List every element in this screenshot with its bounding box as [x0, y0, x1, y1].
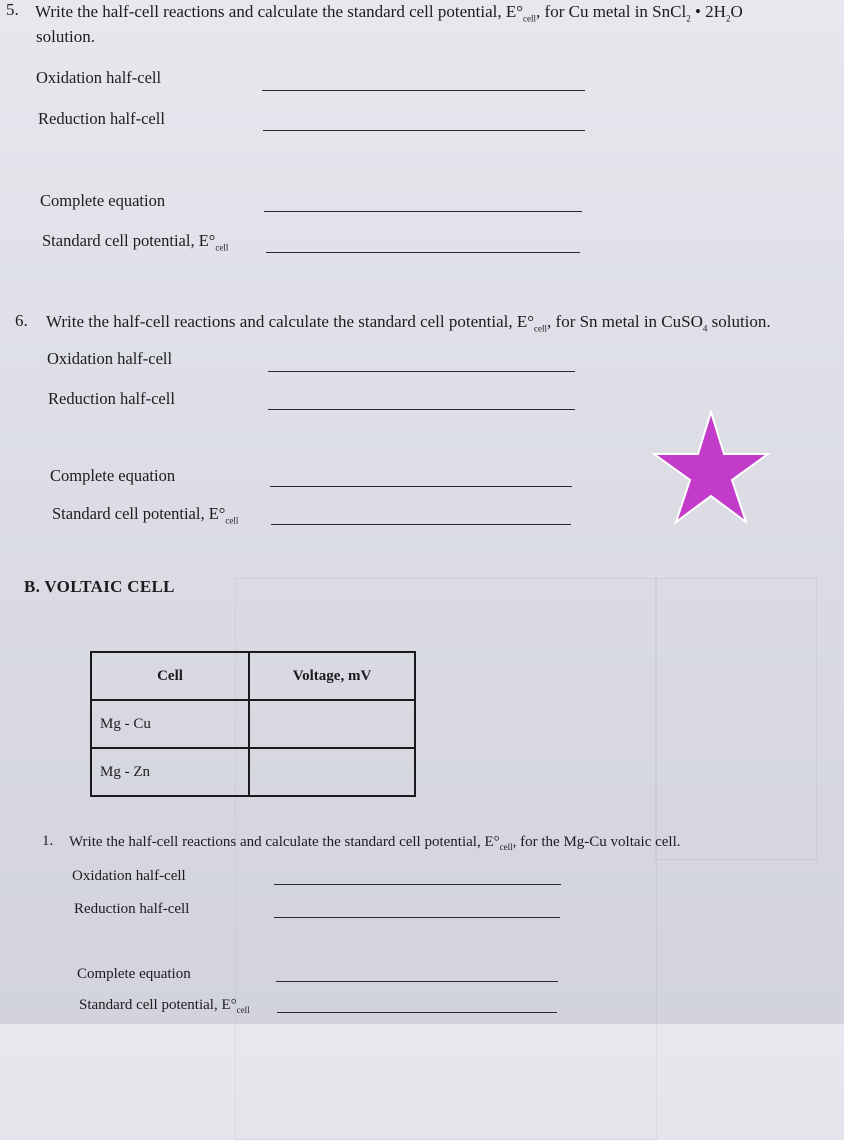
q5-number: 5.	[6, 0, 19, 19]
q6-reduction-answer-line[interactable]	[268, 409, 575, 410]
q1-number: 1.	[42, 833, 54, 849]
table-cell-name: Mg - Cu	[91, 700, 249, 748]
q6-oxidation-answer-line[interactable]	[268, 371, 575, 372]
star-icon	[652, 410, 770, 524]
table-cell-voltage[interactable]	[249, 748, 415, 796]
table-row	[91, 748, 415, 796]
q1-oxidation-answer-line[interactable]	[274, 884, 561, 885]
q5-prompt-line2: solution.	[36, 27, 96, 46]
q6-number: 6.	[15, 311, 28, 330]
q1-complete-answer-line[interactable]	[276, 981, 558, 982]
q6-oxidation-label: Oxidation half-cell	[47, 349, 173, 368]
q6-complete-answer-line[interactable]	[270, 486, 572, 487]
q5-oxidation-answer-line[interactable]	[262, 90, 585, 91]
q1-standard-label: Standard cell potential, $E^\circ_{cell}$	[79, 997, 250, 1015]
q5-standard-label: Standard cell potential, $E^\circ_{cell}$	[42, 231, 229, 253]
q5-reduction-label: Reduction half-cell	[38, 109, 165, 128]
table-cell-name: Mg - Zn	[91, 748, 249, 796]
q6-prompt: Write the half-cell reactions and calculate the standard cell potential, $E^\circ_{cell}$, for Sn metal in CuSO$_4$ solution.	[46, 312, 771, 334]
q6-standard-label: Standard cell potential, $E^\circ_{cell}$	[52, 504, 239, 526]
bleed-through-grid	[655, 578, 817, 860]
q1-prompt: Write the half-cell reactions and calculate the standard cell potential, $E^\circ_{cell}$, for the Mg-Cu voltaic cell.	[69, 834, 681, 852]
q5-complete-label: Complete equation	[40, 191, 166, 210]
q1-oxidation-label: Oxidation half-cell	[72, 868, 186, 884]
voltaic-cell-table	[90, 651, 416, 797]
q1-reduction-label: Reduction half-cell	[74, 901, 190, 917]
q5-standard-answer-line[interactable]	[266, 252, 580, 253]
q5-prompt: Write the half-cell reactions and calculate the standard cell potential, $E^\circ_{cell}$, for Cu metal in SnCl$_2$ • $2H_2O$	[35, 2, 743, 24]
q5-oxidation-label: Oxidation half-cell	[36, 68, 162, 87]
q1-standard-answer-line[interactable]	[277, 1012, 557, 1013]
q1-reduction-answer-line[interactable]	[274, 917, 560, 918]
table-row	[91, 700, 415, 748]
table-header-row	[91, 652, 415, 700]
q6-reduction-label: Reduction half-cell	[48, 389, 175, 408]
q6-complete-label: Complete equation	[50, 466, 176, 485]
q5-reduction-answer-line[interactable]	[263, 130, 585, 131]
q1-complete-label: Complete equation	[77, 966, 191, 982]
table-header-cell: Cell	[91, 652, 249, 700]
table-header-voltage: Voltage, mV	[249, 652, 415, 700]
q6-standard-answer-line[interactable]	[271, 524, 571, 525]
table-cell-voltage[interactable]	[249, 700, 415, 748]
q5-complete-answer-line[interactable]	[264, 211, 582, 212]
section-b-title: B. VOLTAIC CELL	[24, 577, 175, 596]
